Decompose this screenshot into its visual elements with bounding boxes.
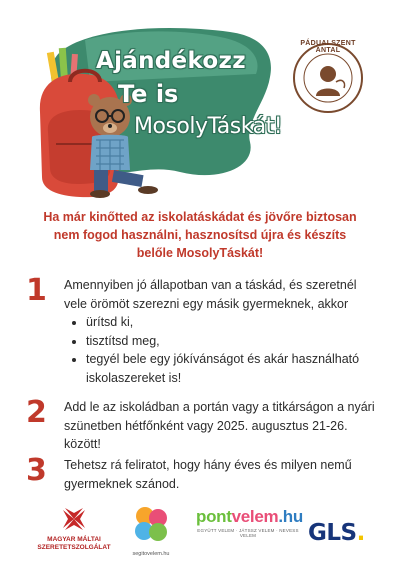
intro-line-1: Ha már kinőtted az iskolatáskádat és jövőre biztosan bbox=[43, 210, 357, 224]
malta-text-line-1: MAGYAR MÁLTAI bbox=[47, 536, 101, 543]
pontvelem-text-part-1: pont bbox=[196, 507, 232, 526]
gls-dot: . bbox=[356, 520, 365, 546]
segitovelem-logo bbox=[122, 504, 180, 557]
step-3-text: Tehetsz rá feliratot, hogy hány éves és milyen nemű gyermeknek szánod. bbox=[64, 458, 352, 491]
step-1-line-1: Amennyiben jó állapotban van a táskád, és szeretnél bbox=[64, 278, 357, 292]
step-1-number: 1 bbox=[26, 273, 47, 308]
pontvelem-text-part-2: velem bbox=[231, 507, 279, 526]
sponsor-logos bbox=[0, 500, 400, 570]
list-item: • tisztítsd meg, bbox=[86, 332, 376, 351]
malta-logo bbox=[28, 506, 120, 552]
gls-logo bbox=[308, 520, 365, 546]
malta-text-line-2: SZERETETSZOLGÁLAT bbox=[37, 544, 111, 551]
intro-line-3: belőle MosolyTáskát! bbox=[136, 246, 264, 260]
step-1-text bbox=[64, 276, 376, 388]
hands-icon bbox=[131, 504, 171, 544]
step-1-line-2: vele örömöt szerezni egy másik gyermeknek, akkor bbox=[64, 296, 349, 311]
step-1-bullet-list bbox=[64, 313, 376, 387]
pontvelem-logo bbox=[196, 506, 303, 538]
gls-text: GLS bbox=[308, 520, 357, 546]
intro-text bbox=[30, 208, 370, 262]
intro-line-2: nem fogod használni, hasznosítsd újra és készíts bbox=[53, 228, 347, 242]
pontvelem-tagline: EGYÜTT VELEM · JÁTSSZ VELEM · NEVESS VELEM bbox=[197, 528, 299, 538]
segitovelem-text: segitovelem.hu bbox=[132, 551, 170, 557]
list-item: • tegyél bele egy jókívánságot és akár használható iskolaszereket is! bbox=[86, 350, 376, 387]
step-2-number: 2 bbox=[26, 395, 47, 430]
step-2-text: Add le az iskoládban a portán vagy a titkárságon a nyári szünetben hétfőnként vagy 2025. augusztus 21-26. között! bbox=[64, 400, 375, 452]
header bbox=[0, 0, 400, 200]
title-line-2: Te is bbox=[118, 80, 179, 108]
maltese-cross-icon bbox=[61, 506, 87, 532]
list-item: • ürítsd ki, bbox=[86, 313, 376, 332]
step-3-number: 3 bbox=[26, 453, 47, 488]
seal-text: PÁDUAI SZENT ANTAL bbox=[300, 40, 356, 54]
pontvelem-text-part-3: .hu bbox=[278, 507, 303, 526]
title-line-3: MosolyTáskát! bbox=[134, 114, 283, 139]
title-line-1: Ajándékozz bbox=[96, 48, 246, 74]
